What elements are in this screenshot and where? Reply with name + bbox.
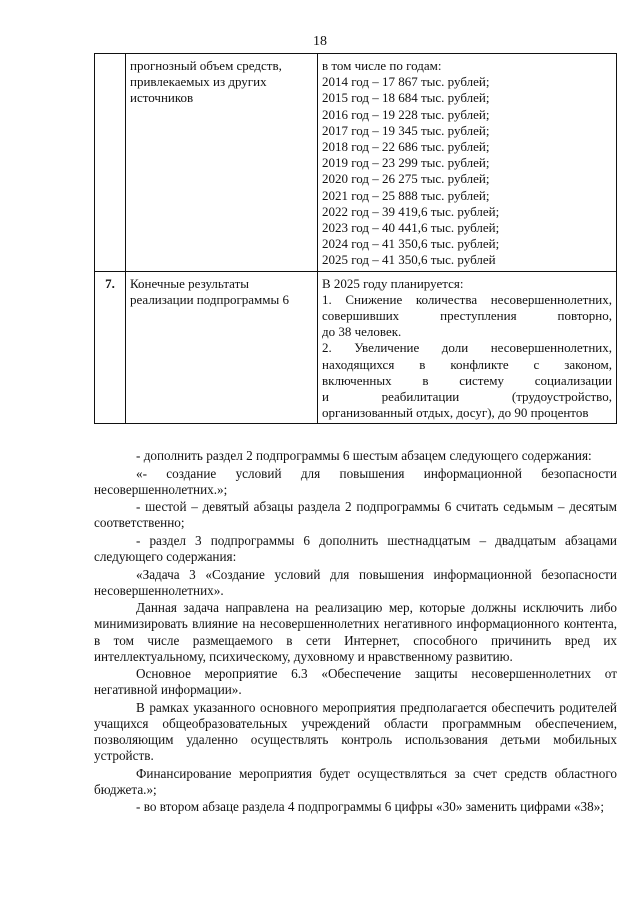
result-line: до 38 человек.: [322, 324, 402, 340]
value-line: в том числе по годам:: [322, 58, 442, 73]
name-line: Конечные результаты: [130, 275, 250, 291]
table-row: [95, 54, 617, 272]
result-line: находящихся в конфликте с законом,: [322, 356, 612, 372]
value-line: 2016 год – 19 228 тыс. рублей;: [322, 106, 490, 122]
value-line: 2017 год – 19 345 тыс. рублей;: [322, 122, 490, 138]
result-line: организованный отдых, досуг), до 90 процентов: [322, 405, 589, 421]
value-line: 2015 год – 18 684 тыс. рублей;: [322, 90, 490, 106]
row-number-cell: 7.: [95, 271, 126, 424]
result-line: 1. Снижение количества несовершеннолетних,: [322, 291, 612, 307]
result-line: и реабилитации (трудоустройство,: [322, 389, 612, 405]
paragraph: Данная задача направлена на реализацию мер, которые должны исключить либо минимизировать влияние на несовершеннолетних негативного информационного контента, в том числе размещаемого в сети Интернет, способного причинить вред их интеллектуальному, психическому, духовному и нравственному развитию.: [94, 600, 617, 664]
name-line: реализации подпрограммы 6: [130, 291, 289, 307]
name-line: прогнозный объем средств,: [130, 58, 282, 73]
paragraph: В рамках указанного основного мероприятия предполагается обеспечить родителей учащихся общеобразовательных учреждений области программным обеспечением, позволяющим удаленно осуществлять контроль использования детьми мобильных устройств.: [94, 699, 617, 764]
value-line: 2024 год – 41 350,6 тыс. рублей;: [322, 236, 500, 252]
paragraph: «Задача 3 «Создание условий для повышения информационной безопасности несовершеннолетних».: [94, 566, 617, 598]
expected-results-cell: [318, 271, 617, 424]
value-line: 2019 год – 23 299 тыс. рублей;: [322, 155, 490, 171]
paragraph: «- создание условий для повышения информационной безопасности несовершеннолетних.»;: [94, 465, 617, 497]
value-line: 2018 год – 22 686 тыс. рублей;: [322, 139, 490, 155]
row-number-cell: [95, 54, 126, 272]
paragraph: - шестой – девятый абзацы раздела 2 подпрограммы 6 считать седьмым – десятым соответственно;: [94, 499, 617, 531]
name-line: источников: [130, 90, 194, 106]
value-line: 2022 год – 39 419,6 тыс. рублей;: [322, 203, 500, 219]
paragraph: Финансирование мероприятия будет осуществляться за счет средств областного бюджета.»;: [94, 765, 617, 797]
amendment-text: [94, 448, 617, 816]
paragraph: - раздел 3 подпрограммы 6 дополнить шестнадцатым – двадцатым абзацами следующего содержания:: [94, 532, 617, 565]
row-name-cell: [126, 271, 318, 424]
page-number: 18: [313, 34, 327, 49]
name-line: привлекаемых из других: [130, 74, 267, 90]
value-line: 2021 год – 25 888 тыс. рублей;: [322, 187, 490, 203]
result-line: 2. Увеличение доли несовершеннолетних,: [322, 340, 612, 356]
passport-table: [94, 53, 617, 424]
row-name-cell: [126, 54, 318, 272]
table-row: [95, 271, 617, 424]
value-line: 2014 год – 17 867 тыс. рублей;: [322, 74, 490, 90]
paragraph: Основное мероприятие 6.3 «Обеспечение защиты несовершеннолетних от негативной информации».: [94, 666, 617, 698]
value-line: 2020 год – 26 275 тыс. рублей;: [322, 171, 490, 187]
value-line: 2023 год – 40 441,6 тыс. рублей;: [322, 220, 500, 236]
value-line: 2025 год – 41 350,6 тыс. рублей: [322, 252, 496, 268]
result-line: включенных в систему социализации: [322, 372, 612, 388]
funding-by-year-cell: [318, 54, 617, 272]
result-intro: В 2025 году планируется:: [322, 275, 464, 291]
paragraph: - дополнить раздел 2 подпрограммы 6 шестым абзацем следующего содержания:: [136, 448, 592, 463]
result-line: совершивших преступления повторно,: [322, 308, 612, 324]
paragraph: - во втором абзаце раздела 4 подпрограммы 6 цифры «30» заменить цифрами «38»;: [136, 799, 605, 815]
